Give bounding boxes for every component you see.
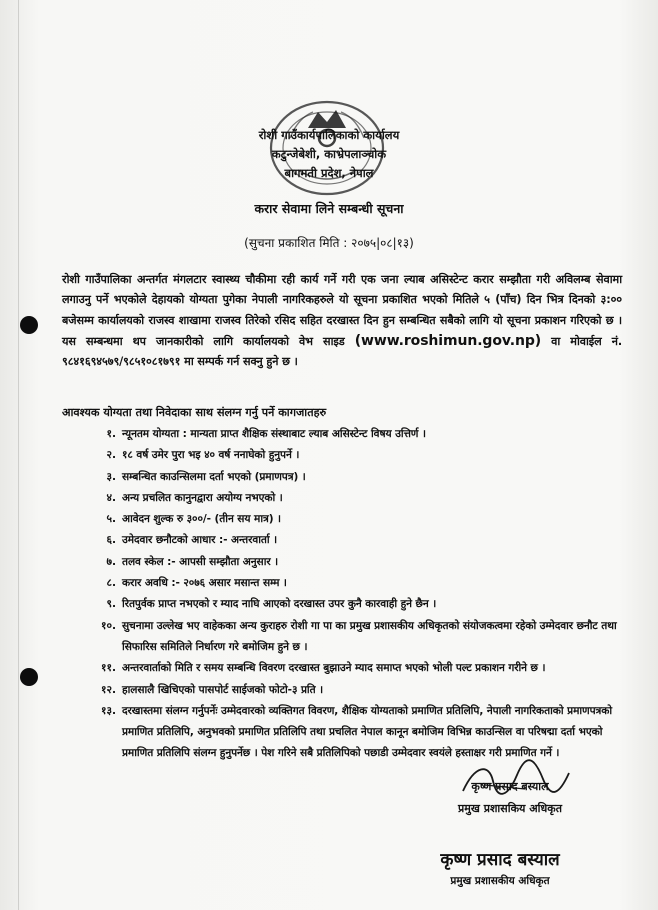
list-item [82,573,622,594]
item-number: ६. [106,534,116,547]
item-number: ७. [106,555,116,568]
intro-paragraph [62,270,622,372]
contact-text: वा मोवाईल नं. ९८४१६९४५७९/९८५१०८१७९१ मा सम्पर्क गर्न सक्नु हुने छ । [62,334,622,369]
website-link[interactable]: (www.roshimun.gov.np) [354,332,542,349]
office-province: बागमती प्रदेश, नेपाल [284,166,374,180]
stamp-title: प्रमुख प्रशासकीय अधिकृत [450,875,550,887]
list-item [82,467,622,488]
punch-hole [20,668,38,686]
item-number: ४. [106,491,116,504]
list-item [82,509,622,530]
item-text: रितपुर्वक प्राप्त नभएको र म्याद नाघि आएको दरखास्त उपर कुनै कारवाही हुने छैन । [122,598,437,611]
list-item [82,552,622,573]
item-number: १३. [100,704,116,717]
item-text: करार अवधि :- २०७६ असार मसान्त सम्म । [122,577,287,590]
item-number: ९. [106,598,116,611]
item-text: दरखास्तमा संलग्न गर्नुपर्नेः उम्मेदवारको व्यक्तिगत विवरण, शैक्षिक योग्यताको प्रमाणित प्रतिलिपि, नेपाली नागरिकताको प्रमाणपत्रको प्रमाणित प्रतिलिपि, अनुभवको प्रमाणित प्रतिलिपि तथा प्रचलित नेपाल कानून बमोजिम विभिन्न काउन्सिल वा परिषद्मा दर्ता भएको प्रमाणित प्रतिलिपि संलग्न हुनुपर्नेछ । पेश गरिने सबै प्रतिलिपिको पछाडी उम्मेदवार स्वयंले हस्ताक्षर गरी प्रमाणित गर्ने । [122,704,613,760]
requirements-list [82,424,622,765]
name-stamp [400,848,600,890]
signatory-name: कृष्ण प्रसाद बस्याल [471,780,549,793]
page-edge-line [18,0,19,910]
list-item [82,488,622,509]
list-item [82,594,622,615]
letterhead [190,126,468,183]
signatory-block [420,776,600,820]
list-item [82,658,622,679]
office-address: कटुन्जेबेशी, काभ्रेपलाञ्चोक [271,147,387,161]
list-item [82,616,622,659]
item-text: अन्तरवार्ताको मिति र समय सम्बन्धि विवरण दरखास्त बुझाउने म्याद समाप्त भएको भोली पल्ट प्रकाशन गरीने छ । [122,662,546,675]
item-number: १०. [100,619,116,632]
stamp-name: कृष्ण प्रसाद बस्याल [440,850,560,870]
item-text: हालसालै खिचिएको पासपोर्ट साईजको फोटो-३ प्रति । [122,683,324,696]
item-text: सम्बन्धित काउन्सिलमा दर्ता भएको (प्रमाणपत्र) । [122,470,306,483]
item-number: ८. [106,577,116,590]
item-number: ३. [106,470,116,483]
item-number: ५. [106,513,116,526]
list-item [82,424,622,445]
item-text: १८ वर्ष उमेर पुरा भइ ४० वर्ष ननाघेको हुनुपर्ने । [122,449,300,462]
item-number: २. [106,449,116,462]
item-text: न्यूनतम योग्यता : मान्यता प्राप्त शैक्षिक संस्थाबाट ल्याब असिस्टेन्ट विषय उत्तिर्ण । [122,428,426,440]
item-text: सुचनामा उल्लेख भए वाहेकका अन्य कुराहरु रोशी गा पा का प्रमुख प्रशासकीय अधिकृतको संयोजकत्वमा रहेको उम्मेदवार छनौट तथा सिफारिस समितिले निर्धारण गरे बमोजिम हुने छ । [122,619,617,653]
requirements-heading: आवश्यक योग्यता तथा निवेदाका साथ संलग्न गर्नु पर्ने कागजातहरु [62,406,327,419]
list-item [82,680,622,701]
punch-hole [20,316,38,334]
list-item [82,530,622,551]
item-text: उमेदवार छनौटको आधार :- अन्तरवार्ता । [122,534,278,547]
office-name: रोशी गाउँकार्यपालिकाको कार्यालय [258,128,400,142]
intro-text: रोशी गाउँपालिका अन्तर्गत मंगलटार स्वास्थ्य चौकीमा रही कार्य गर्ने गरी एक जना ल्याब असिस्टेन्ट करार सम्झौता गरी अविलम्ब सेवामा लगाउनु पर्ने भएकोले देहायको योग्यता पुगेका नेपाली नागरिकहरुले यो सूचना प्रकाशित भएको मितिले ५ (पाँच) दिन भित्र दिनको ३:०० बजेसम्म कार्यालयको राजस्व शाखामा राजस्व तिरेको रसिद सहित दरखास्त दिन हुन सम्बन्धित सबैको लागि यो सूचना प्रकाशन गरिएको छ । यस सम्बन्धमा थप जानकारीको लागि कार्यालयको वेभ साइड [62,273,622,348]
signatory-title: प्रमुख प्रशासकिय अधिकृत [458,802,562,815]
item-text: अन्य प्रचलित कानुनद्वारा अयोग्य नभएको । [122,491,283,504]
item-text: तलव स्केल :- आपसी सम्झौता अनुसार । [122,555,279,568]
notice-title: करार सेवामा लिने सम्बन्धी सूचना [254,201,404,216]
item-number: १२. [100,683,116,696]
item-number: १. [106,428,116,440]
item-number: ११. [100,662,116,675]
list-item [82,445,622,466]
published-date: (सुचना प्रकाशित मिति : २०७५|०८|१३) [244,236,414,250]
item-text: आवेदन शुल्क रु ३००/- (तीन सय मात्र) । [122,513,281,526]
